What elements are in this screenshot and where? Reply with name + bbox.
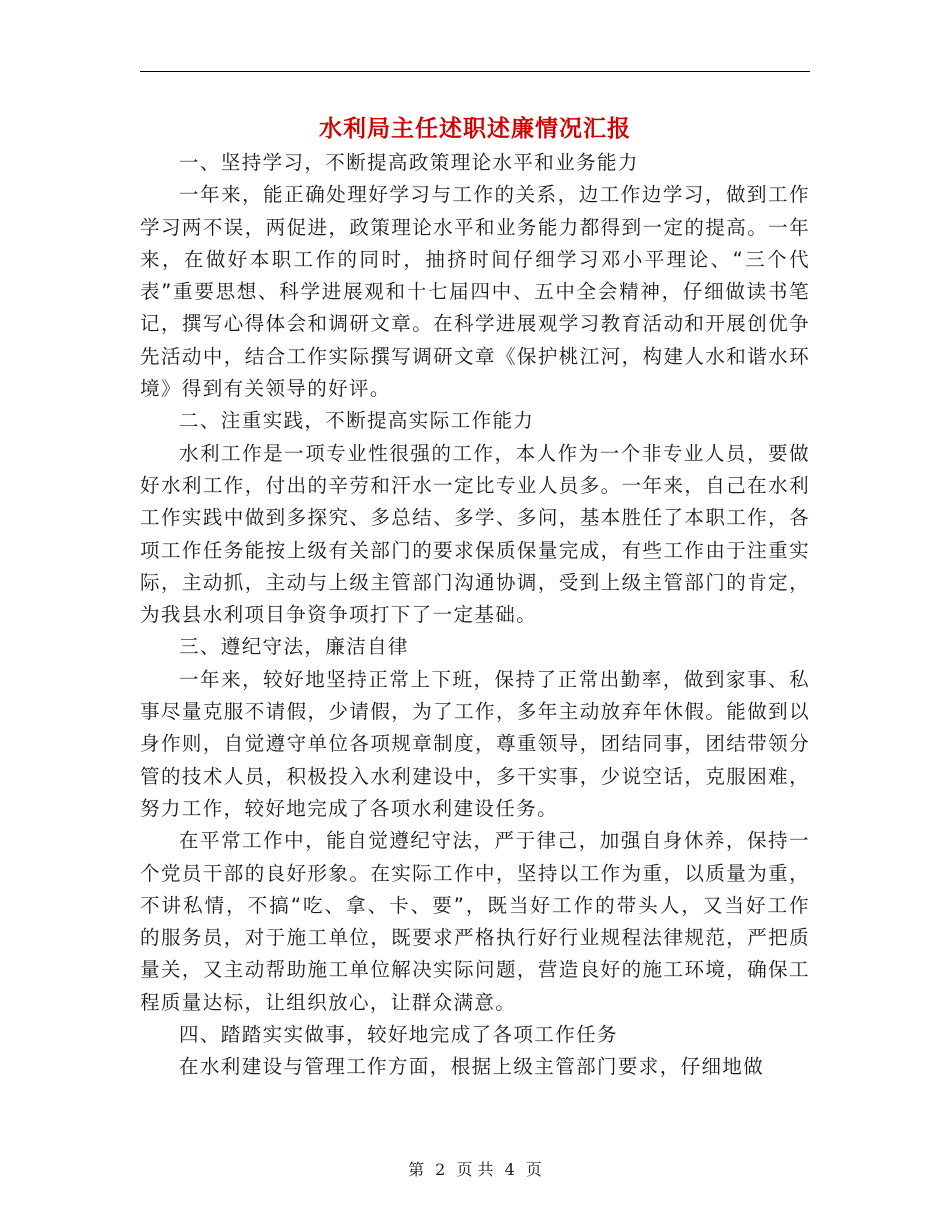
paragraph: 一年来，能正确处理好学习与工作的关系，边工作边学习，做到工作学习两不误，两促进，政策理论水平和业务能力都得到一定的提高。一年来，在做好本职工作的同时，抽挤时间仔细学习邓小平理论、“三个代表”重要思想、科学进展观和十七届四中、五中全会精神，仔细做读书笔记，撰写心得体会和调研文章。在科学进展观学习教育活动和开展创优争先活动中，结合工作实际撰写调研文章《保护桃江河，构建人水和谐水环境》得到有关领导的好评。 <box>140 183 810 401</box>
footer-suffix: 页 <box>525 1160 542 1179</box>
header-rule <box>140 71 810 72</box>
total-pages: 4 <box>504 1160 515 1179</box>
footer-prefix: 第 <box>408 1160 425 1179</box>
paragraph: 水利工作是一项专业性很强的工作，本人作为一个非专业人员，要做好水利工作，付出的辛劳和汗水一定比专业人员多。一年来，自己在水利工作实践中做到多探究、多总结、多学、多问，基本胜任了本职工作，各项工作任务能按上级有关部门的要求保质保量完成，有些工作由于注重实际，主动抓，主动与上级主管部门沟通协调，受到上级主管部门的肯定，为我县水利项目争资争项打下了一定基础。 <box>140 441 810 627</box>
current-page-number: 2 <box>435 1160 446 1179</box>
section-heading-4: 四、踏踏实实做事，较好地完成了各项工作任务 <box>179 1023 618 1047</box>
paragraph: 在水利建设与管理工作方面，根据上级主管部门要求，仔细地做 <box>179 1055 765 1079</box>
section-heading-1: 一、坚持学习，不断提高政策理论水平和业务能力 <box>179 151 639 174</box>
section-heading-2: 二、注重实践，不断提高实际工作能力 <box>179 409 535 433</box>
paragraph: 在平常工作中，能自觉遵纪守法，严于律己，加强自身休养，保持一个党员干部的良好形象。在实际工作中，坚持以工作为重，以质量为重，不讲私情，不搞“吃、拿、卡、要”，既当好工作的带头人，又当好工作的服务员，对于施工单位，既要求严格执行好行业规程法律规范，严把质量关，又主动帮助施工单位解决实际问题，营造良好的施工环境，确保工程质量达标，让组织放心，让群众满意。 <box>140 829 810 1014</box>
document-title: 水利局主任述职述廉情况汇报 <box>319 116 631 142</box>
footer-middle: 页 共 <box>456 1160 494 1179</box>
page-footer <box>0 1157 950 1180</box>
paragraph: 一年来，较好地坚持正常上下班，保持了正常出勤率，做到家事、私事尽量克服不请假，少请假，为了工作，多年主动放弃年休假。能做到以身作则，自觉遵守单位各项规章制度，尊重领导，团结同事，团结带领分管的技术人员，积极投入水利建设中，多干实事，少说空话，克服困难，努力工作，较好地完成了各项水利建设任务。 <box>140 667 810 820</box>
section-heading-3: 三、遵纪守法，廉洁自律 <box>179 635 409 659</box>
document-body <box>140 147 810 1084</box>
